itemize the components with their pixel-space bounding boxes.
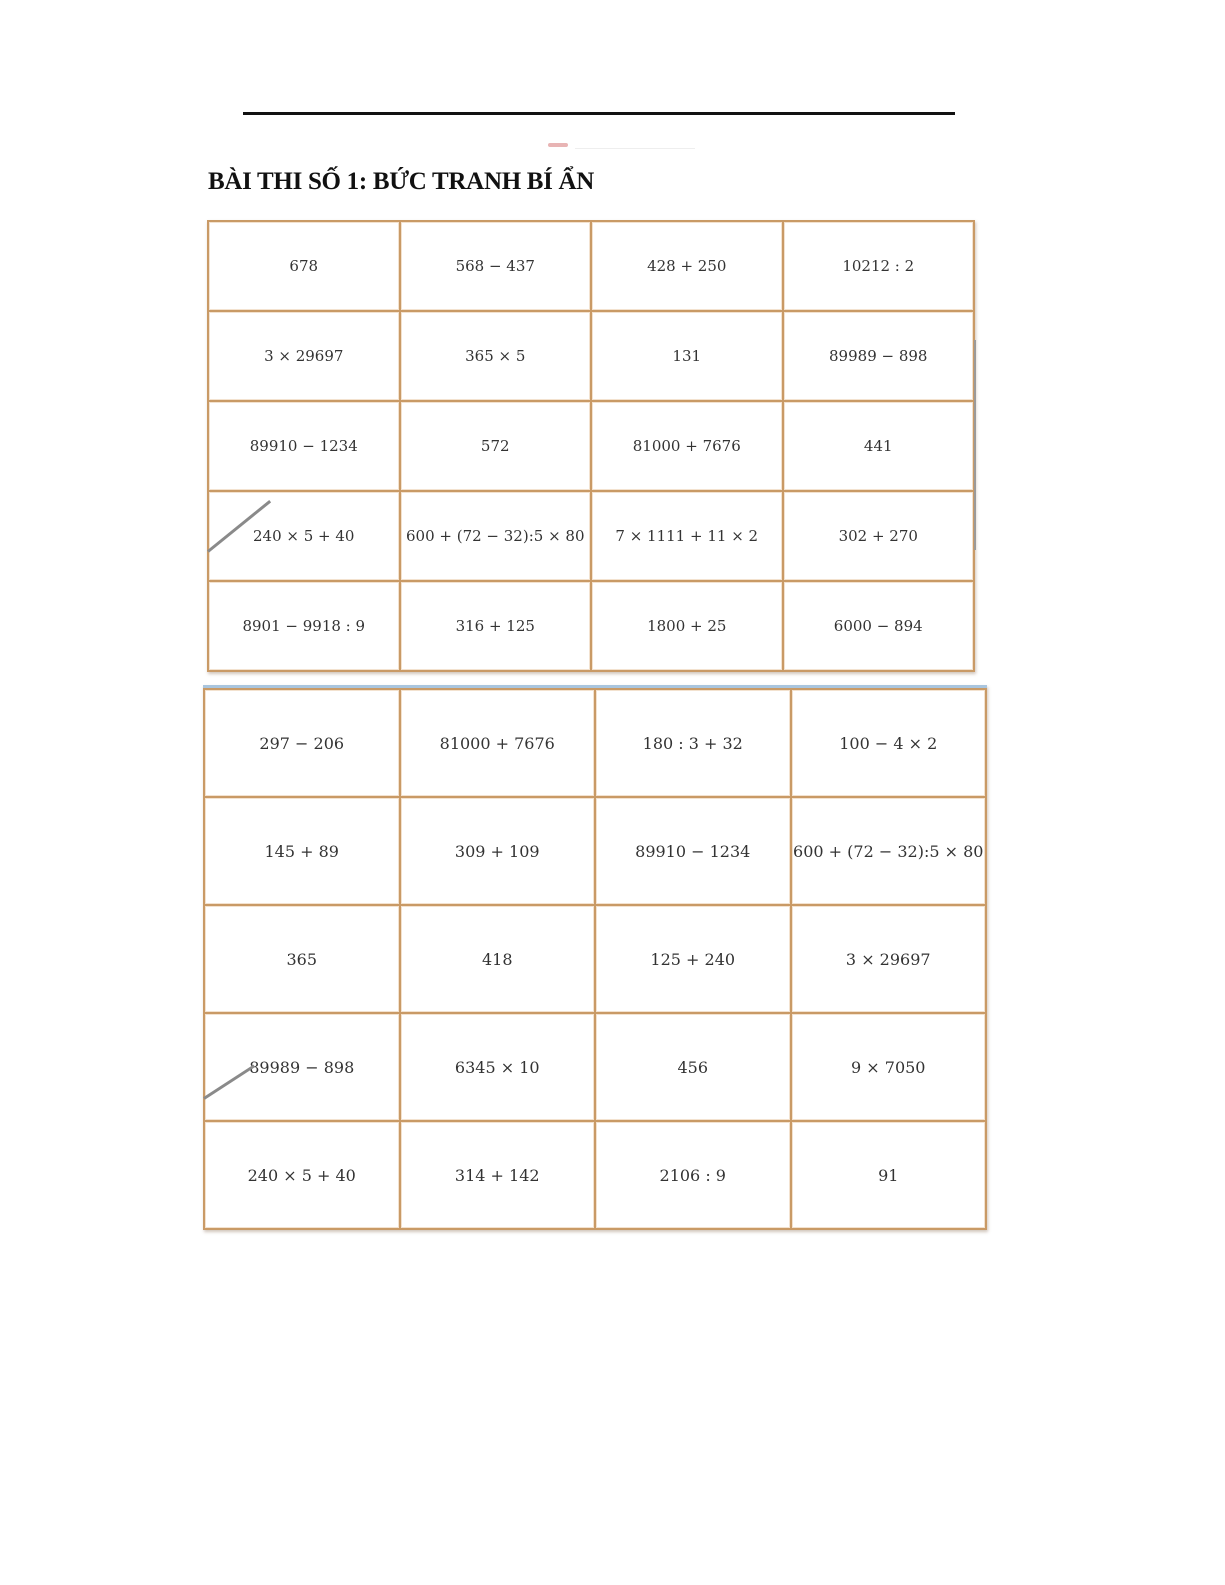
- table1-cell: 600 + (72 − 32):5 × 80: [401, 492, 591, 580]
- page-title: BÀI THI SỐ 1: BỨC TRANH BÍ ẨN: [208, 168, 595, 195]
- table2-cell: 91: [792, 1122, 986, 1228]
- puzzle-table-1: [207, 220, 975, 672]
- table1-cell: 7 × 1111 + 11 × 2: [592, 492, 782, 580]
- table2-cell: 2106 : 9: [596, 1122, 790, 1228]
- table2-cell: 89989 − 898: [205, 1014, 399, 1120]
- table1-cell: 302 + 270: [784, 492, 974, 580]
- table2-cell: 9 × 7050: [792, 1014, 986, 1120]
- puzzle-table-2: [203, 685, 987, 1230]
- table2-cell: 240 × 5 + 40: [205, 1122, 399, 1228]
- table1-cell: 568 − 437: [401, 222, 591, 310]
- table1-cell: 441: [784, 402, 974, 490]
- table2-cell: 145 + 89: [205, 798, 399, 904]
- table1-cell: 365 × 5: [401, 312, 591, 400]
- table1-cell: 10212 : 2: [784, 222, 974, 310]
- table2-cell: 89910 − 1234: [596, 798, 790, 904]
- table2-cell: 309 + 109: [401, 798, 595, 904]
- table1-cell: 678: [209, 222, 399, 310]
- faint-mark: [548, 143, 568, 147]
- table2-cell: 3 × 29697: [792, 906, 986, 1012]
- table1-cell: 428 + 250: [592, 222, 782, 310]
- header-rule: [243, 112, 955, 115]
- table2-cell: 314 + 142: [401, 1122, 595, 1228]
- table1-cell: 1800 + 25: [592, 582, 782, 670]
- table2-cell: 418: [401, 906, 595, 1012]
- table2-cell: 100 − 4 × 2: [792, 690, 986, 796]
- table2-cell: 297 − 206: [205, 690, 399, 796]
- table2-cell: 456: [596, 1014, 790, 1120]
- table1-cell: 572: [401, 402, 591, 490]
- table1-cell: 81000 + 7676: [592, 402, 782, 490]
- table1-cell: 8901 − 9918 : 9: [209, 582, 399, 670]
- table2-cell: 125 + 240: [596, 906, 790, 1012]
- scan-edge: [974, 340, 976, 550]
- table1-cell: 3 × 29697: [209, 312, 399, 400]
- table1-cell: 89910 − 1234: [209, 402, 399, 490]
- table2-cell: 365: [205, 906, 399, 1012]
- faint-line: [575, 148, 695, 149]
- table2-cell: 180 : 3 + 32: [596, 690, 790, 796]
- table2-cell: 6345 × 10: [401, 1014, 595, 1120]
- table1-cell: 316 + 125: [401, 582, 591, 670]
- table2-cell: 81000 + 7676: [401, 690, 595, 796]
- table1-cell: 89989 − 898: [784, 312, 974, 400]
- table1-cell: 240 × 5 + 40: [209, 492, 399, 580]
- table1-cell: 6000 − 894: [784, 582, 974, 670]
- table2-cell: 600 + (72 − 32):5 × 80: [792, 798, 986, 904]
- table1-cell: 131: [592, 312, 782, 400]
